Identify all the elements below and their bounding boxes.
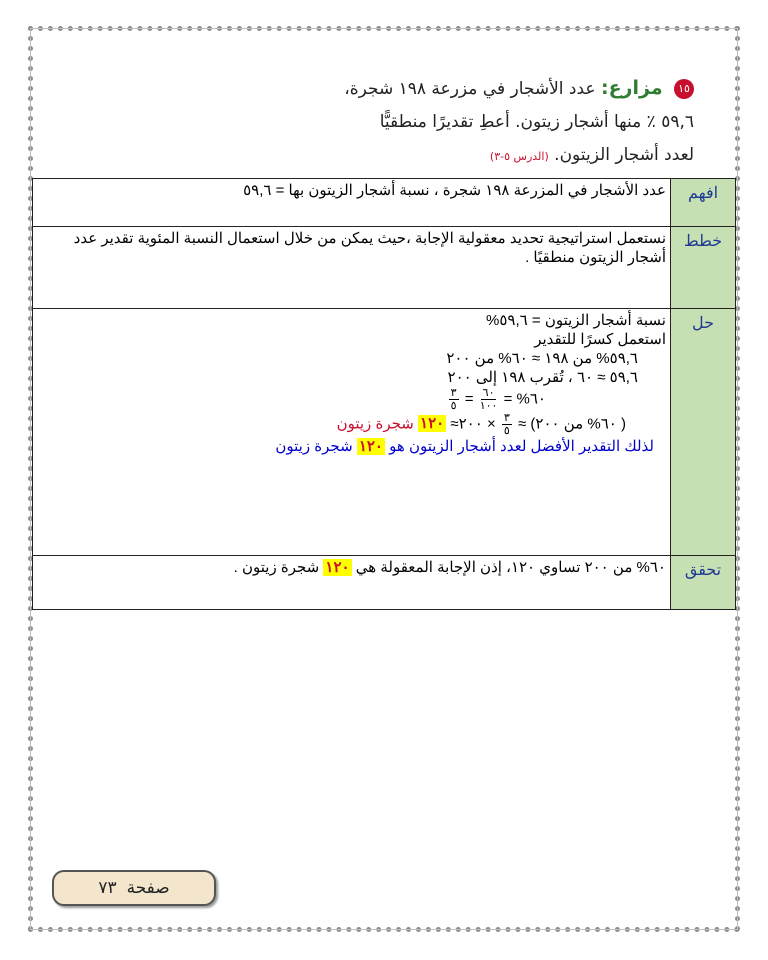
step-label-understand: افهم [671, 179, 736, 227]
fraction-numerator: ٣ [450, 387, 457, 399]
check-highlight: ١٢٠ [325, 559, 350, 576]
conclusion-text: لذلك التقدير الأفضل لعدد أشجار الزيتون هو [389, 438, 654, 455]
solve-line-3: ٥٩,٦% من ١٩٨ ≈ ٦٠% من ٢٠٠ [446, 350, 638, 367]
problem-topic: مزارع: [600, 77, 663, 99]
problem-text-3: لعدد أشجار الزيتون. [554, 145, 694, 165]
problem-line-2: ٥٩,٦ ٪ منها أشجار زيتون. أعطِ تقديرًا منطقيًّا [379, 112, 694, 132]
solve-content [33, 309, 671, 556]
row-understand [33, 179, 736, 227]
step-label-check: تحقق [671, 556, 736, 610]
row-solve [33, 309, 736, 556]
fraction-numerator: ٣ [503, 412, 510, 424]
plan-text: نستعمل استراتيجية تحديد معقولية الإجابة ،حيث يمكن من خلال استعمال النسبة المئوية تقدير عدد أشجار الزيتون منطقيًا . [33, 227, 671, 309]
answer-highlight: ١٢٠ [420, 415, 445, 433]
fraction-60-100 [480, 387, 498, 412]
page-word: صفحة [126, 878, 170, 898]
fraction-3-5 [449, 387, 459, 412]
problem-statement [174, 72, 694, 173]
solve-line-1: نسبة أشجار الزيتون = ٥٩,٦% [486, 312, 666, 329]
check-text-b: شجرة زيتون . [233, 559, 320, 576]
fraction-denominator: ٥ [503, 425, 510, 437]
problem-solving-table [32, 178, 736, 610]
step-label-plan: خطط [671, 227, 736, 309]
conclusion-unit: شجرة زيتون [275, 438, 353, 455]
solve-conclusion [37, 437, 666, 456]
step-label-solve: حل [671, 309, 736, 556]
page-number: ٧٣ [98, 878, 117, 898]
solve-line-5 [37, 387, 666, 412]
answer-unit: شجرة زيتون [336, 415, 414, 433]
understand-text: عدد الأشجار في المزرعة ١٩٨ شجرة ، نسبة أشجار الزيتون بها = ٥٩,٦ [33, 179, 671, 227]
conclusion-highlight: ١٢٠ [358, 438, 383, 455]
problem-line-1 [174, 72, 694, 106]
percent-sixty: ٦٠% = [503, 390, 546, 408]
row-plan [33, 227, 736, 309]
solve-line-4: ٥٩,٦ ≈ ٦٠ ، تُقرب ١٩٨ إلى ٢٠٠ [447, 369, 638, 386]
page-number-badge [52, 870, 216, 906]
check-text-a: ٦٠% من ٢٠٠ تساوي ١٢٠، إذن الإجابة المعقولة هي [355, 559, 666, 576]
problem-line-3 [174, 139, 694, 173]
fraction-denominator: ١٠٠ [479, 400, 498, 412]
fraction-3-5-inline [502, 412, 512, 437]
multiply-expression: × ٢٠٠≈ [450, 415, 496, 433]
equals-sign: = [464, 390, 474, 408]
estimate-expression: ( ٦٠% من ٢٠٠) ≈ [517, 415, 626, 433]
solve-line-6 [37, 412, 666, 437]
problem-number-badge: ١٥ [674, 79, 694, 99]
fraction-numerator: ٦٠ [482, 387, 495, 399]
check-content [33, 556, 671, 610]
problem-text-1: عدد الأشجار في مزرعة ١٩٨ شجرة، [344, 79, 596, 99]
lesson-reference: (الدرس ٥-٣) [489, 150, 549, 163]
fraction-denominator: ٥ [450, 400, 457, 412]
solve-line-2: استعمل كسرًا للتقدير [534, 331, 666, 348]
row-check [33, 556, 736, 610]
